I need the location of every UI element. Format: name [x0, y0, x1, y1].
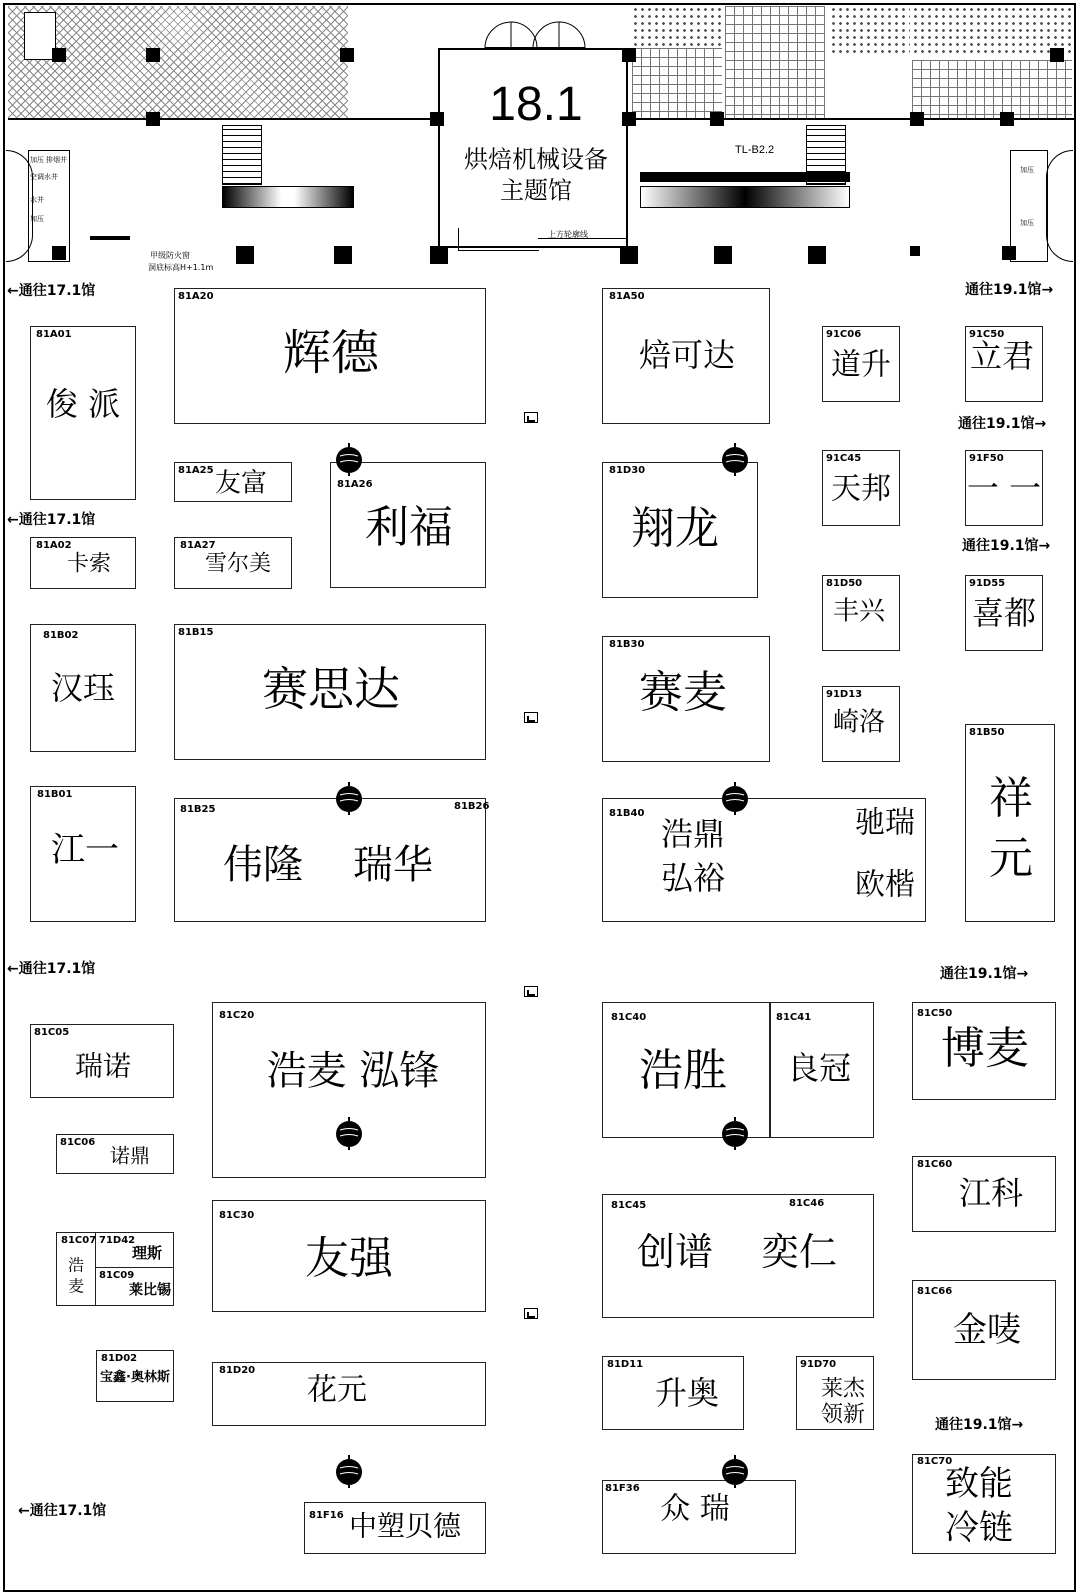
escalator-right-top [640, 172, 850, 182]
grid-area-b [725, 6, 825, 118]
booth-81A50[interactable]: 81A50 焙可达 [602, 288, 770, 424]
booth-81B30[interactable]: 81B30 赛麦 [602, 636, 770, 762]
hall-number: 18.1 [489, 77, 583, 131]
booth-91D13[interactable]: 91D13 崎洛 [822, 686, 900, 762]
booth-81B50[interactable]: 81B50 祥 元 [965, 724, 1055, 922]
booth-81C66[interactable]: 81C66 金唛 [912, 1280, 1056, 1380]
ramp-label: 上方轮廓线 [548, 230, 588, 239]
dotted-area-a [632, 6, 727, 48]
booth-81D30[interactable]: 81D30 翔龙 [602, 462, 758, 598]
hall-name-line2: 主题馆 [500, 176, 572, 205]
booth-81C30[interactable]: 81C30 友强 [212, 1200, 486, 1312]
dotted-area-b [830, 6, 910, 54]
tl-label: TL-B2.2 [735, 144, 775, 156]
room-label-3: 空调水井 [30, 173, 58, 181]
room-label-2: 排烟井 [46, 156, 67, 164]
booth-91C06[interactable]: 91C06 道升 [822, 326, 900, 402]
booth-81F16[interactable]: 81F16 中塑贝德 [304, 1502, 486, 1554]
booth-81B25-81B26[interactable]: 81B25 81B26 伟隆 瑞华 [174, 798, 486, 922]
room-label-5: 加压 [30, 215, 44, 223]
wall-line-left [8, 118, 438, 120]
booth-81A27[interactable]: 81A27 雪尔美 [174, 537, 292, 589]
ramp-outline [458, 228, 539, 251]
hatched-area-left [8, 6, 348, 118]
hall-name-line1: 烘焙机械设备 [464, 145, 608, 174]
direction-to-hall-17-1: ←通往17.1馆 [7, 961, 96, 977]
stair-icon [524, 412, 538, 423]
booth-81C05[interactable]: 81C05 瑞诺 [30, 1024, 174, 1098]
booth-81B15[interactable]: 81B15 赛思达 [174, 624, 486, 760]
booth-91D70[interactable]: 91D70 莱杰 领新 [796, 1356, 874, 1430]
room-label-1: 加压 [30, 156, 44, 164]
booth-81C07-group[interactable]: 81C07 浩 麦 71D42 理斯 81C09 莱比锡 [56, 1232, 174, 1306]
entrance-doors [480, 6, 590, 50]
booth-81A25[interactable]: 81A25 友富 [174, 462, 292, 502]
fire-window-label-1: 甲级防火窗 [150, 251, 190, 260]
direction-to-hall-19-1: 通往19.1馆→ [962, 538, 1051, 554]
booth-81C41[interactable]: 81C41 良冠 [770, 1002, 874, 1138]
stair-curve-right [1046, 150, 1073, 262]
grid-area-c [912, 60, 1072, 118]
hydrant-marker [720, 442, 750, 476]
fire-window [90, 236, 130, 240]
hydrant-marker [334, 1116, 364, 1150]
booth-81C45-81C46[interactable]: 81C45 81C46 创谱 奕仁 [602, 1194, 874, 1318]
direction-to-hall-19-1: 通往19.1馆→ [935, 1417, 1024, 1433]
direction-to-hall-19-1: 通往19.1馆→ [940, 966, 1029, 982]
grid-area-a [632, 48, 722, 118]
booth-81C06[interactable]: 81C06 诺鼎 [56, 1134, 174, 1174]
booth-91C45[interactable]: 91C45 天邦 [822, 450, 900, 526]
stair-icon [524, 986, 538, 997]
hydrant-marker [334, 1454, 364, 1488]
booth-81A01[interactable]: 81A01 俊 派 [30, 326, 136, 500]
booth-91D55[interactable]: 91D55 喜都 [965, 575, 1043, 651]
booth-81B40[interactable]: 81B40 浩鼎 弘裕 驰瑞 欧楷 [602, 798, 926, 922]
booth-81D50[interactable]: 81D50 丰兴 [822, 575, 900, 651]
direction-to-hall-17-1: ←通往17.1馆 [18, 1503, 107, 1519]
booth-81C20[interactable]: 81C20 浩麦 泓锋 [212, 1002, 486, 1178]
booth-81D11[interactable]: 81D11 升奥 [602, 1356, 744, 1430]
stair-icon [524, 712, 538, 723]
hydrant-marker [720, 1454, 750, 1488]
booth-81D20[interactable]: 81D20 花元 [212, 1362, 486, 1426]
hydrant-marker [334, 442, 364, 476]
booth-81B02[interactable]: 81B02 汉珏 [30, 624, 136, 752]
booth-81A02[interactable]: 81A02 卡索 [30, 537, 136, 589]
booth-91C50[interactable]: 91C50 立君 [965, 326, 1043, 402]
booth-81C70[interactable]: 81C70 致能 冷链 [912, 1454, 1056, 1554]
room-right-label-2: 加压 [1020, 219, 1034, 227]
direction-to-hall-17-1: ←通往17.1馆 [7, 283, 96, 299]
hydrant-marker [720, 781, 750, 815]
room-label-4: 水井 [30, 196, 44, 204]
escalator-right [640, 186, 850, 208]
direction-to-hall-19-1: 通往19.1馆→ [965, 282, 1054, 298]
booth-81A26[interactable]: 81A26 利福 [330, 462, 486, 588]
hydrant-marker [720, 1116, 750, 1150]
booth-81B01[interactable]: 81B01 江一 [30, 786, 136, 922]
booth-81C40[interactable]: 81C40 浩胜 [602, 1002, 770, 1138]
escalator-left [222, 186, 354, 208]
booth-81D02[interactable]: 81D02 宝鑫·奥林斯 [96, 1350, 174, 1402]
booth-81F36[interactable]: 81F36 众 瑞 [602, 1480, 796, 1554]
stairs-left [222, 125, 262, 185]
dotted-area-c [912, 6, 1072, 56]
booth-81A20[interactable]: 81A20 辉德 [174, 288, 486, 424]
booth-81C60[interactable]: 81C60 江科 [912, 1156, 1056, 1232]
room-right-label-1: 加压 [1020, 166, 1034, 174]
stair-icon [524, 1308, 538, 1319]
booth-81C50[interactable]: 81C50 博麦 [912, 1002, 1056, 1100]
booth-91F50[interactable]: 91F50 一 一 [965, 450, 1043, 526]
direction-to-hall-17-1: ←通往17.1馆 [7, 512, 96, 528]
hydrant-marker [334, 781, 364, 815]
fire-window-label-2: 洞底标高H+1.1m [148, 263, 214, 272]
direction-to-hall-19-1: 通往19.1馆→ [958, 416, 1047, 432]
